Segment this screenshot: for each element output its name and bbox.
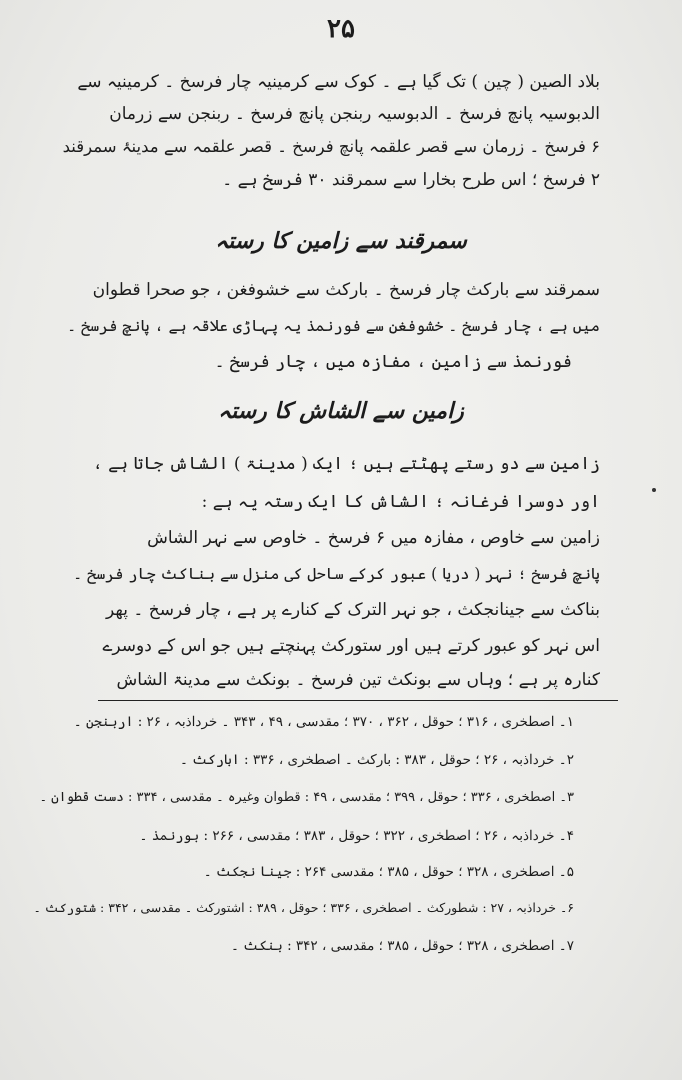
paragraph-2-line-2: میں ہے ، چار فرسخ ۔ خشوفغن سے فورنمذ یہ پہاڑی علاقہ ہے ، پانچ فرسخ ۔ (67, 317, 600, 335)
footnote-6: ۶۔ خرداذبہ ، ۲۷ : شطورکث ۔ اصطخری ، ۳۳۶ ؛ حوقل ، ۳۸۹ : اشتورکث ۔ مقدسی ، ۳۴۲ : شتورکث ۔ (33, 900, 574, 915)
paragraph-3-line-1: زامین سے دو رستے پھٹتے ہیں ؛ ایک ( مدینۃ ) الشاش جاتا ہے ، (92, 454, 600, 474)
paragraph-1-line-3: ۶ فرسخ ۔ زرمان سے قصر علقمہ پانچ فرسخ ۔ قصر علقمہ سے مدینۂ سمرقند (62, 137, 600, 156)
footnote-4: ۴۔ خرداذبہ ، ۲۶ ؛ اصطخری ، ۳۲۲ ؛ حوقل ، ۳۸۳ ؛ مقدسی ، ۲۶۶ : بورنمذ ۔ (139, 828, 574, 844)
paragraph-3-line-6: اس نہر کو عبور کرتے ہیں اور ستورکث پہنچتے ہیں جو اس کے دوسرے (102, 636, 600, 656)
section-heading-zamin-shash: زامین سے الشاش کا رستہ (218, 398, 464, 424)
paragraph-3-line-2: اور دوسرا فرغانہ ؛ الشاش کا ایک رستہ یہ ہے : (201, 492, 600, 512)
footnote-2: ۲۔ خرداذبہ ، ۲۶ ؛ حوقل ، ۳۸۳ : بارکث ۔ اصطخری ، ۳۳۶ : ابارکث ۔ (180, 752, 574, 768)
paragraph-2-line-1: سمرقند سے بارکث چار فرسخ ۔ بارکث سے خشوفغن ، جو صحرا قطوان (92, 280, 600, 300)
paragraph-3-line-4: پانچ فرسخ ؛ نہر ( دریا ) عبور کرکے ساحل کی منزل سے بناکث چار فرسخ ۔ (73, 565, 600, 583)
footnote-1: ۱۔ اصطخری ، ۳۱۶ ؛ حوقل ، ۳۶۲ ، ۳۷۰ ؛ مقدسی ، ۴۹ ، ۳۴۳ ۔ خرداذبہ ، ۲۶ : اربنجن ۔ (73, 714, 574, 730)
footnote-5: ۵۔ اصطخری ، ۳۲۸ ؛ حوقل ، ۳۸۵ ؛ مقدسی ۲۶۴ : جینا نجکث ۔ (203, 864, 574, 880)
footnote-divider (98, 700, 618, 701)
footnote-7: ۷۔ اصطخری ، ۳۲۸ ؛ حوقل ، ۳۸۵ ؛ مقدسی ، ۳۴۲ : بنکث ۔ (231, 938, 574, 954)
paragraph-3-line-3: زامین سے خاوص ، مفازہ میں ۶ فرسخ ۔ خاوص سے نہر الشاش (147, 528, 600, 548)
section-heading-samarqand-zamin: سمرقند سے زامین کا رستہ (215, 228, 467, 254)
paragraph-1-line-4: ۲ فرسخ ؛ اس طرح بخارا سے سمرقند ۳۰ فرسخ ہے ۔ (222, 170, 600, 190)
margin-mark (652, 488, 656, 492)
page-number: ۲۵ (327, 14, 355, 44)
paragraph-1-line-2: الدبوسیہ پانچ فرسخ ۔ الدبوسیہ ربنجن پانچ فرسخ ۔ ربنجن سے زرمان (109, 104, 600, 124)
paragraph-1-line-1: بلاد الصین ( چین ) تک گیا ہے ۔ کوک سے کرمینیہ چار فرسخ ۔ کرمینیہ سے (77, 72, 600, 92)
paragraph-3-line-7: کنارہ پر ہے ؛ وہاں سے بونکث تین فرسخ ۔ بونکث سے مدینۃ الشاش (116, 670, 600, 690)
footnote-3: ۳۔ اصطخری ، ۳۳۶ ؛ حوقل ، ۳۹۹ ؛ مقدسی ، ۴۹ : قطوان وغیرہ ۔ مقدسی ، ۳۳۴ : دست قطوان ۔ (39, 790, 574, 805)
paragraph-3-line-5: بناکث سے جینانجکث ، جو نہر الترک کے کنارے پر ہے ، چار فرسخ ۔ پھر (106, 600, 600, 620)
paragraph-2-line-3: فورنمذ سے زامین ، مفازہ میں ، چار فرسخ ۔ (214, 352, 572, 372)
